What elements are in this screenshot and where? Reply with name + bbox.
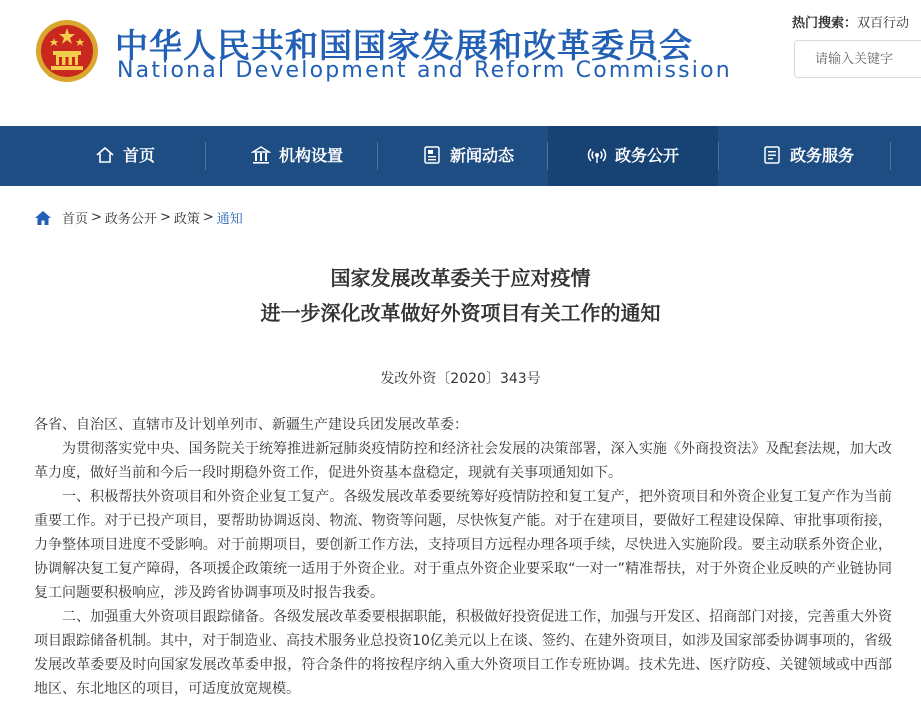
nav-divider: [890, 142, 891, 170]
service-icon: [762, 145, 782, 165]
paragraph: 为贯彻落实党中央、国务院关于统筹推进新冠肺炎疫情防控和经济社会发展的决策部署，深入实施《外商投资法》及配套法规，加大改革力度，做好当前和今后一段时期稳外资工作，促进外资基本盘稳定，现就有关事项通知如下。: [34, 441, 892, 481]
home-icon: [95, 145, 115, 165]
hot-search: [792, 12, 909, 31]
main-nav: [0, 126, 921, 186]
breadcrumb-separator: >: [159, 210, 171, 225]
nav-item-home[interactable]: [60, 126, 190, 186]
broadcast-icon: [587, 145, 607, 165]
nav-label: 机构设置: [278, 146, 343, 165]
site-title-english: National Development and Reform Commission: [117, 58, 732, 83]
nav-divider: [718, 142, 719, 170]
nav-label: 政务公开: [614, 146, 679, 165]
paragraph: 二、加强重大外资项目跟踪储备。各级发展改革委要根据职能，积极做好投资促进工作，加强与开发区、招商部门对接，完善重大外资项目跟踪储备机制。其中，对于制造业、高技术服务业总投资10亿美元以上在谈、签约、在建外资项目，如涉及国家部委协调事项的，省级发展改革委要及时向国家发展改革委申报，符合条件的将按程序纳入重大外资项目工作专班协调。技术先进、医疗防疫、关键领域或中西部地区、东北地区的项目，可适度放宽规模。: [34, 609, 892, 697]
nav-label: 首页: [122, 146, 155, 165]
breadcrumb: [34, 208, 243, 227]
nav-item-services[interactable]: [733, 126, 883, 186]
breadcrumb-notice[interactable]: 通知: [216, 212, 243, 227]
nav-divider: [205, 142, 206, 170]
nav-item-news[interactable]: [393, 126, 543, 186]
site-header: [0, 0, 921, 126]
addressee: 各省、自治区、直辖市及计划单列市、新疆生产建设兵团发展改革委：: [34, 417, 468, 433]
nav-item-government-affairs[interactable]: [548, 126, 718, 186]
nav-label: 政务服务: [789, 146, 854, 165]
hot-search-label: 热门搜索：: [792, 16, 858, 31]
breadcrumb-home[interactable]: 首页: [62, 212, 89, 227]
document-number: 发改外资〔2020〕343号: [380, 371, 541, 387]
nav-item-organization[interactable]: [222, 126, 372, 186]
article-body: [34, 413, 892, 701]
breadcrumb-separator: >: [91, 210, 102, 225]
search-input[interactable]: [794, 40, 921, 78]
nav-label: 新闻动态: [449, 146, 514, 165]
paragraph: 一、积极帮扶外资项目和外资企业复工复产。各级发展改革委要统筹好疫情防控和复工复产，把外资项目和外资企业复工复产作为当前重要工作。对于已投产项目，要帮助协调返岗、物流、物资等问题，尽快恢复产能。对于在建项目，要做好工程建设保障、审批事项衔接，力争整体项目进度不受影响。对于前期项目，要创新工作方法，支持项目方远程办理各项手续，尽快进入实施阶段。要主动联系外资企业，协调解决复工复产障碍，各项援企政策统一适用于外资企业。对于重点外资企业要采取“一对一”精准帮扶，对于外资企业反映的产业链协同复工问题要积极响应，涉及跨省协调事项及时报告我委。: [34, 489, 892, 601]
home-icon[interactable]: [34, 210, 52, 226]
breadcrumb-separator: >: [202, 210, 214, 225]
site-title-chinese: 中华人民共和国国家发展和改革委员会: [115, 26, 693, 65]
breadcrumb-government-affairs[interactable]: 政务公开: [104, 212, 157, 227]
nav-divider: [377, 142, 378, 170]
national-emblem-icon: [34, 18, 100, 84]
article-title-line2: 进一步深化改革做好外资项目有关工作的通知: [260, 301, 661, 325]
article-title-line1: 国家发展改革委关于应对疫情: [330, 266, 591, 290]
building-icon: [251, 145, 271, 165]
news-icon: [422, 145, 442, 165]
breadcrumb-policy[interactable]: 政策: [173, 212, 200, 227]
hot-search-term-link[interactable]: 双百行动: [857, 16, 910, 31]
